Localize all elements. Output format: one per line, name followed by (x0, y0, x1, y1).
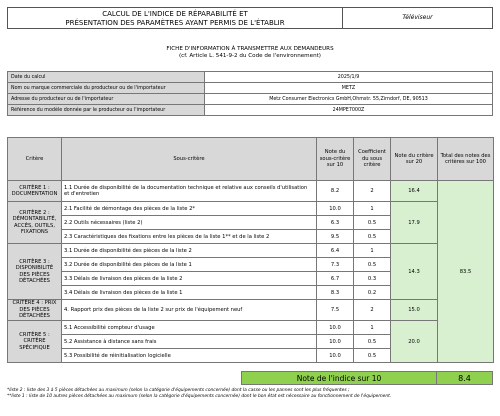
header-note-sous: Note du sous-critère sur 10 (317, 138, 354, 181)
index-label: Note de l'indice sur 10 (241, 371, 437, 385)
subcriterion-coef: 1 (354, 321, 391, 335)
document-title (8, 8, 343, 28)
subcriterion-coef: 0.5 (354, 335, 391, 349)
subcriterion-label: 4. Rapport prix des pièces de la liste 2 sur prix de l'équipement neuf (62, 300, 317, 321)
subcriterion-note: 6.4 (317, 244, 354, 258)
info-row (8, 94, 493, 105)
criterion-note: 17.9 (391, 202, 438, 244)
index-footer (7, 371, 493, 385)
subcriterion-note: 9.5 (317, 230, 354, 244)
info-row (8, 105, 493, 116)
subcriterion-coef: 0.5 (354, 216, 391, 230)
subcriterion-coef: 1 (354, 202, 391, 216)
subcriterion-note: 7.5 (317, 300, 354, 321)
info-label: Référence du modèle donnée par le producteur ou l'importateur (8, 105, 205, 116)
criterion-note: 20.0 (391, 321, 438, 363)
info-row (8, 83, 493, 94)
product-category: Téléviseur (402, 14, 433, 21)
header-row (8, 138, 494, 181)
info-label: Date du calcul (8, 72, 205, 83)
subcriterion-coef: 0.3 (354, 272, 391, 286)
info-row (8, 72, 493, 83)
table-row (8, 202, 494, 216)
header-coef: Coefficient du sous critère (354, 138, 391, 181)
subcriterion-note: 6.3 (317, 216, 354, 230)
subcriterion-coef: 0.5 (354, 258, 391, 272)
subcriterion-note: 8.3 (317, 286, 354, 300)
table-row (8, 321, 494, 335)
criterion-name: CRITÈRE 1 : DOCUMENTATION (8, 181, 62, 202)
subcriterion-label: 2.1 Facilité de démontage des pièces de la liste 2* (62, 202, 317, 216)
subcriterion-note: 8.2 (317, 181, 354, 202)
criterion-note: 14.3 (391, 244, 438, 300)
subcriterion-coef: 0.2 (354, 286, 391, 300)
info-value: Metz Consumer Electronics GmbH,Ohmstr. 55,Zirndorf, DE, 90513 (205, 94, 493, 105)
criterion-name: CRITÈRE 2 : DÉMONTABILITÉ, ACCÈS, OUTILS, FIXATIONS (8, 202, 62, 244)
subcriterion-label: 5.2 Assistance à distance sans frais (62, 335, 317, 349)
index-value: 8.4 (437, 371, 493, 385)
criterion-name: CRITÈRE 5 : CRITÈRE SPÉCIFIQUE (8, 321, 62, 363)
criterion-note: 15.0 (391, 300, 438, 321)
subcriterion-coef: 0.5 (354, 230, 391, 244)
footnotes (7, 388, 493, 399)
subcriterion-coef: 0.5 (354, 349, 391, 363)
document-header (7, 7, 493, 29)
info-value: 2025/1/9 (205, 72, 493, 83)
subcriterion-label: 1.1 Durée de disponibilité de la documentation technique et relative aux conseils d'utilisation et d'entretien (62, 181, 317, 202)
subcriterion-note: 6.7 (317, 272, 354, 286)
subcriterion-coef: 1 (354, 244, 391, 258)
info-label: Adresse du producteur ou de l'importateur (8, 94, 205, 105)
subcriterion-label: 5.3 Possibilité de réinitialisation logicielle (62, 349, 317, 363)
title-line-1: CALCUL DE L'INDICE DE RÉPARABILITÉ ET (102, 10, 248, 18)
info-value: METZ (205, 83, 493, 94)
subcriterion-label: 3.4 Délais de livraison des pièces de la liste 1 (62, 286, 317, 300)
criterion-name: CRITÈRE 3 : DISPONIBILITÉ DES PIÈCES DÉTACHÉES (8, 244, 62, 300)
subcriterion-label: 5.1 Accessibilité compteur d'usage (62, 321, 317, 335)
table-row (8, 244, 494, 258)
criterion-note: 16.4 (391, 181, 438, 202)
fiche-subtitle: (cf. Article L. 541-9-2 du Code de l'environnement) (178, 53, 321, 59)
subcriterion-coef: 2 (354, 181, 391, 202)
info-label: Nom ou marque commerciale du producteur ou de l'importateur (8, 83, 205, 94)
header-critere: Critère (8, 138, 62, 181)
subcriterion-label: 3.1 Durée de disponibilité des pièces de la liste 2 (62, 244, 317, 258)
subcriterion-label: 3.2 Durée de disponibilité des pièces de la liste 1 (62, 258, 317, 272)
subcriterion-label: 2.3 Caractéristiques des fixations entre les pièces de la liste 1** et de la liste 2 (62, 230, 317, 244)
subcriterion-note: 7.3 (317, 258, 354, 272)
footnote-1: *liste 2 : liste des 3 à 5 pièces détachées au maximum (selon la catégorie d'équipements concernée) dont la casse ou les pannes sont les plus fréquentes ; (7, 388, 350, 393)
subcriterion-note: 10.0 (317, 321, 354, 335)
footnote-2: **liste 1 : liste de 10 autres pièces détachées au maximum (selon la catégorie d'équipements concernée) dont le bon état est nécessaire au fonctionnement de l'équipement. (7, 393, 392, 399)
table-row (8, 181, 494, 202)
criterion-name: CRITÈRE 4 : PRIX DES PIÈCES DÉTACHÉES (8, 300, 62, 321)
subcriterion-note: 10.0 (317, 335, 354, 349)
header-note-critere: Note du critère sur 20 (391, 138, 438, 181)
total-notes: 83.5 (438, 181, 494, 363)
info-table (7, 71, 493, 116)
subcriterion-label: 3.3 Délais de livraison des pièces de la liste 2 (62, 272, 317, 286)
subcriterion-label: 2.2 Outils nécessaires (liste 2) (62, 216, 317, 230)
info-value: 24MPE7000Z (205, 105, 493, 116)
table-row (8, 300, 494, 321)
header-souscritere: Sous-critère (62, 138, 317, 181)
header-total: Total des notes des critères sur 100 (438, 138, 494, 181)
criteria-table (7, 137, 494, 363)
subcriterion-coef: 2 (354, 300, 391, 321)
title-line-2: PRÉSENTATION DES PARAMÈTRES AYANT PERMIS DE L'ÉTABLIR (65, 19, 285, 27)
subcriterion-note: 10.0 (317, 349, 354, 363)
fiche-title: FICHE D'INFORMATION À TRANSMETTRE AUX DEMANDEURS (166, 46, 334, 52)
subcriterion-note: 10.0 (317, 202, 354, 216)
